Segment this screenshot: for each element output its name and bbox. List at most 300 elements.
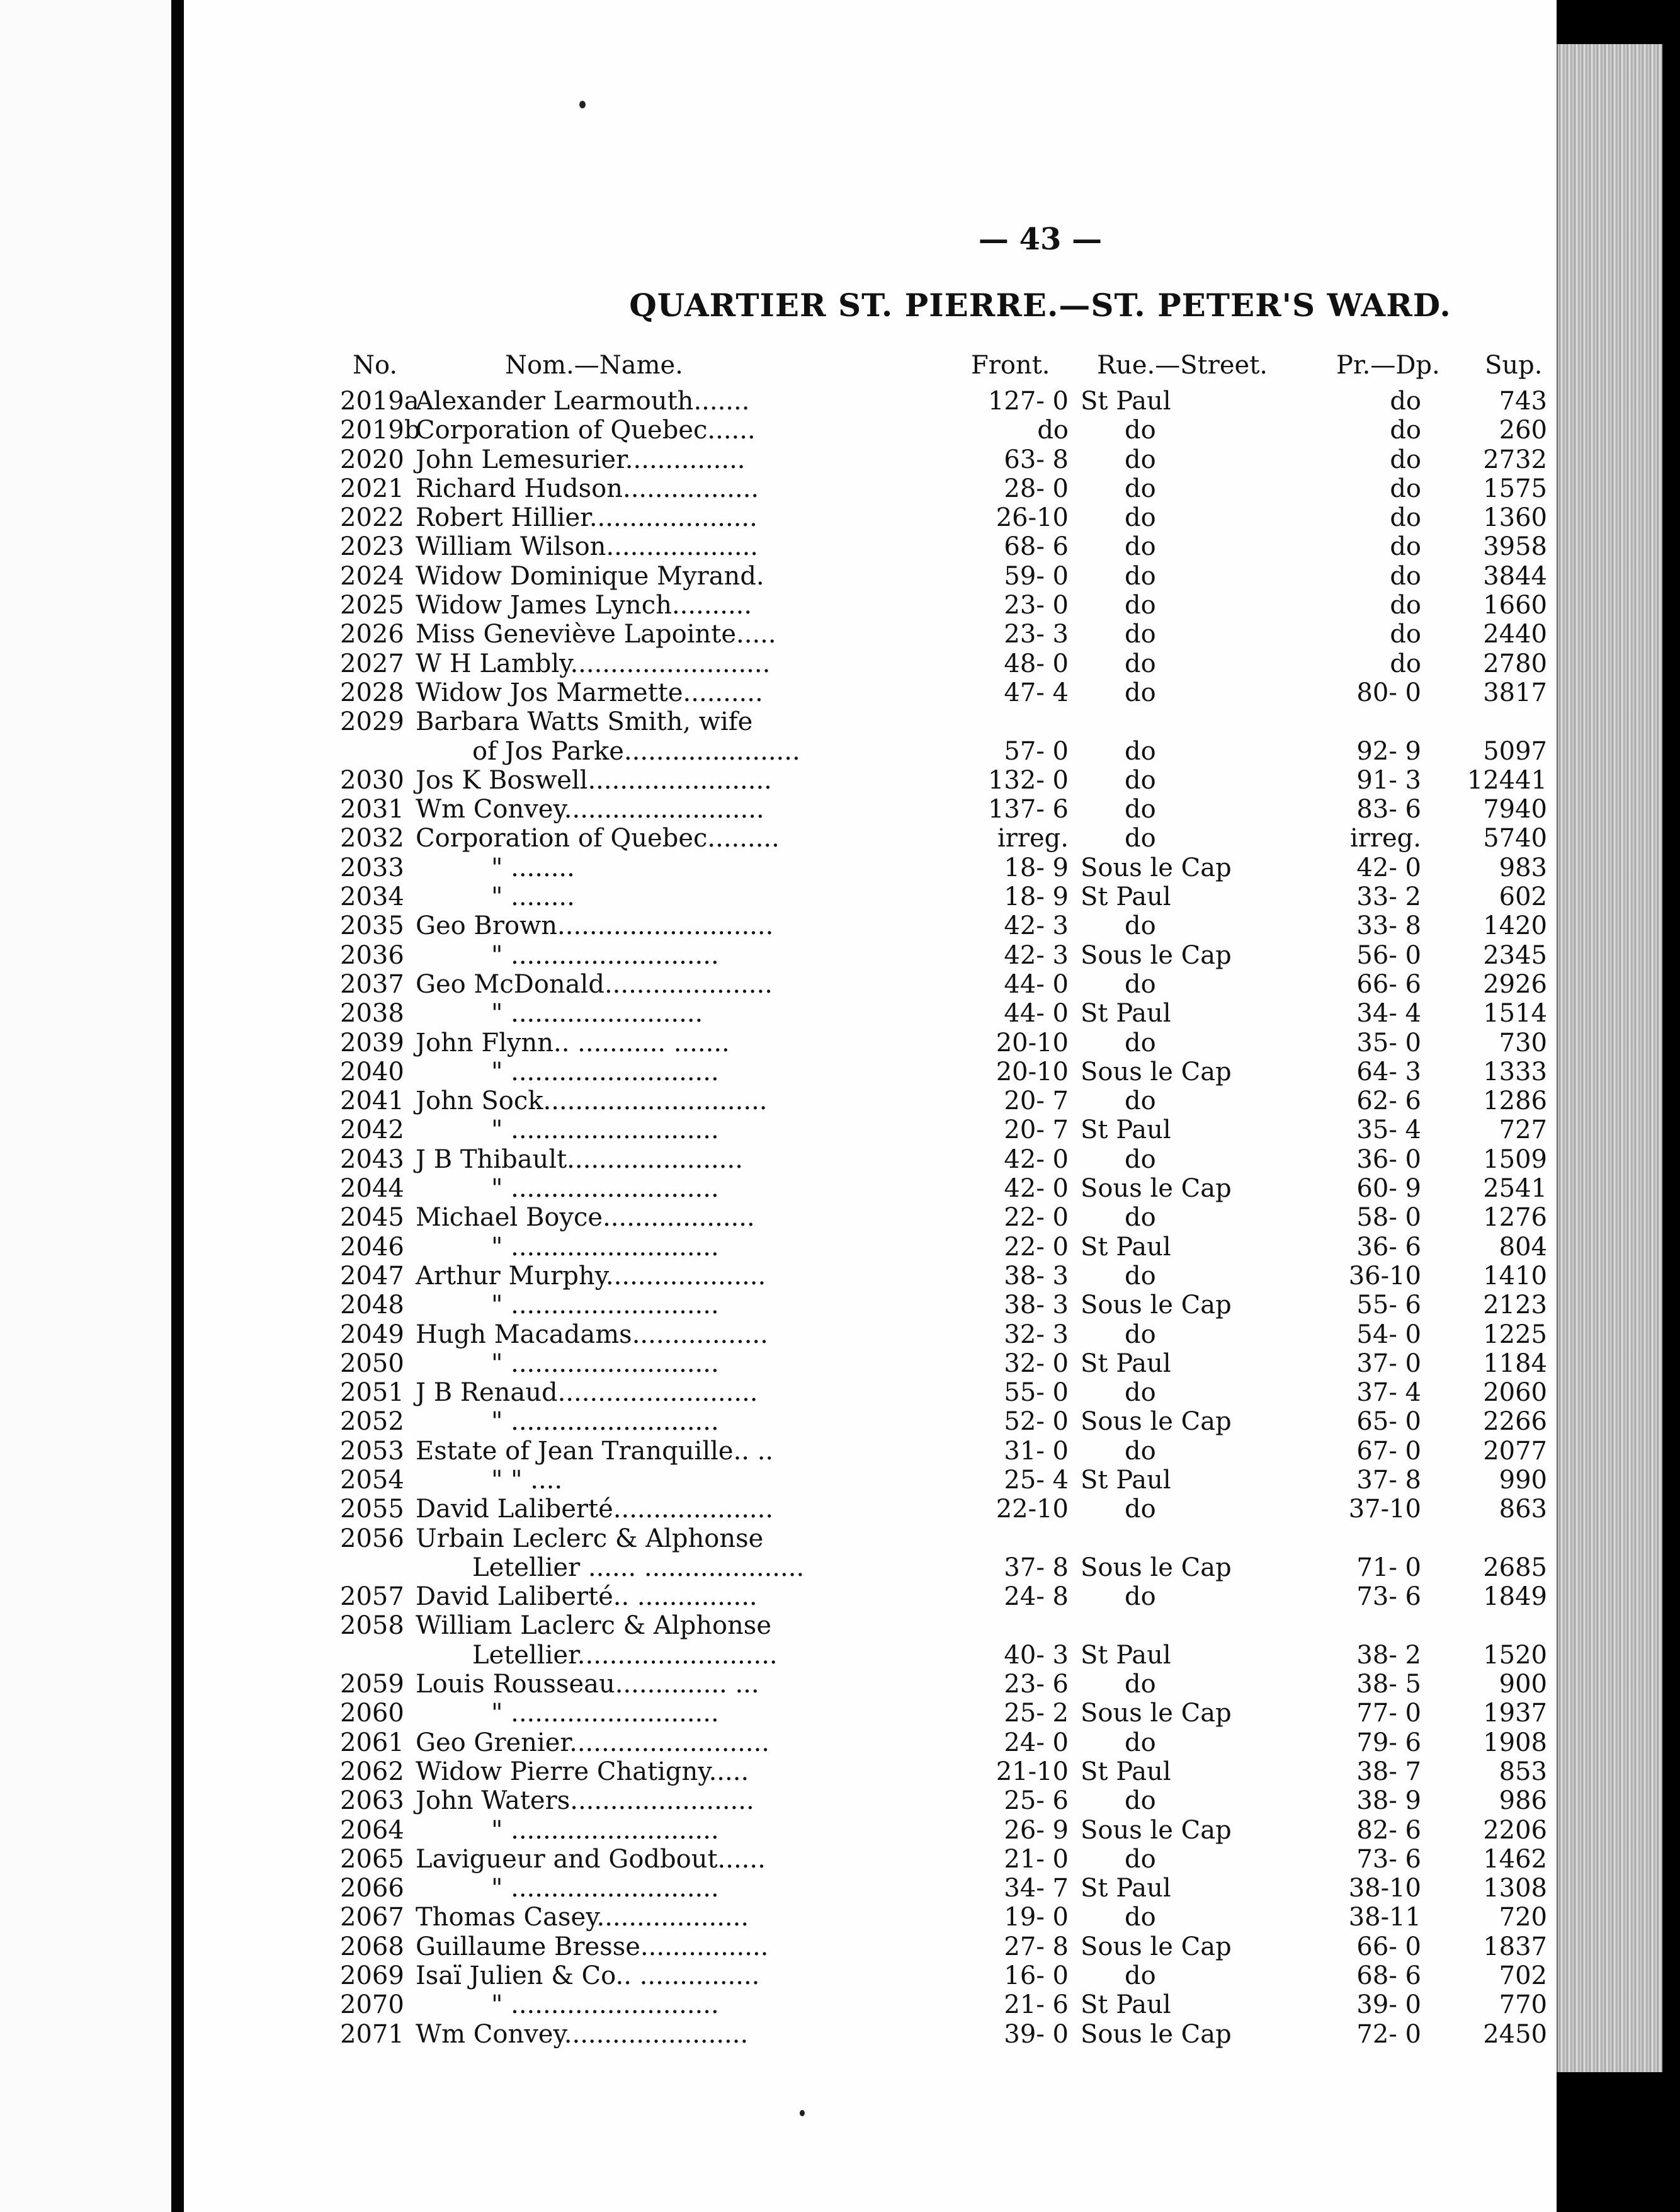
cell-sup: 1660 [1483, 591, 1547, 620]
cell-sup: 1837 [1483, 1932, 1547, 1961]
cell-street: do [1125, 765, 1156, 795]
table-row [184, 1611, 1557, 1640]
cell-street: St Paul [1081, 882, 1171, 912]
cell-no: 2035 [340, 911, 404, 941]
cell-prdp: 82- 6 [1356, 1815, 1421, 1845]
cell-no: 2045 [340, 1203, 404, 1233]
cell-street: Sous le Cap [1081, 1057, 1232, 1086]
cell-front: 23- 0 [1004, 591, 1069, 620]
cell-sup: 2926 [1483, 969, 1547, 999]
cell-street: Sous le Cap [1081, 1815, 1232, 1845]
cell-name: " .......................... [491, 940, 719, 970]
table-row [184, 766, 1557, 795]
cell-name: David Laliberté.................... [416, 1495, 774, 1524]
cell-front: 44- 0 [1004, 969, 1069, 999]
cell-front: 32- 3 [1004, 1320, 1069, 1349]
cell-no: 2057 [340, 1582, 404, 1612]
table-row [184, 737, 1557, 766]
cell-prdp: do [1390, 620, 1421, 649]
cell-prdp: 38- 5 [1356, 1670, 1421, 1699]
cell-street: Sous le Cap [1081, 1174, 1232, 1204]
cell-street: St Paul [1081, 387, 1171, 416]
table-row [184, 1932, 1557, 1961]
cell-prdp: 35- 4 [1356, 1115, 1421, 1145]
cell-sup: 1286 [1483, 1086, 1547, 1116]
cell-no: 2066 [340, 1874, 404, 1903]
cell-sup: 2732 [1483, 445, 1547, 474]
cell-sup: 2123 [1483, 1291, 1547, 1320]
table-row [184, 1320, 1557, 1349]
cell-street: do [1125, 1378, 1156, 1408]
cell-name: Wm Convey....................... [416, 2019, 749, 2049]
cell-front: 57- 0 [1004, 736, 1069, 766]
table-row [184, 1029, 1557, 1058]
cell-prdp: 38- 2 [1356, 1640, 1421, 1670]
table-row [184, 532, 1557, 561]
cell-sup: 7940 [1483, 795, 1547, 824]
cell-front: 25- 2 [1004, 1699, 1069, 1728]
cell-front: 132- 0 [987, 765, 1069, 795]
header-front: Front. [971, 351, 1050, 380]
cell-street: do [1125, 416, 1156, 445]
cell-street: do [1125, 1582, 1156, 1612]
cell-prdp: 34- 4 [1356, 999, 1421, 1029]
table-row [184, 1086, 1557, 1115]
cell-prdp: 55- 6 [1356, 1291, 1421, 1320]
cell-prdp: 38- 7 [1356, 1757, 1421, 1786]
book-gutter [171, 0, 184, 2212]
cell-sup: 5097 [1483, 736, 1547, 766]
cell-prdp: do [1390, 532, 1421, 562]
cell-sup: 3817 [1483, 678, 1547, 707]
cell-prdp: do [1390, 561, 1421, 591]
cell-no: 2055 [340, 1495, 404, 1524]
cell-sup: 770 [1499, 1990, 1547, 2020]
cell-street: St Paul [1081, 1874, 1171, 1903]
cell-sup: 2077 [1483, 1436, 1547, 1466]
cell-no: 2068 [340, 1932, 404, 1961]
cell-no: 2046 [340, 1232, 404, 1262]
cell-no: 2026 [340, 620, 404, 649]
cell-name: Arthur Murphy.................... [416, 1261, 766, 1291]
page-title: QUARTIER ST. PIERRE.—ST. PETER'S WARD. [629, 287, 1451, 324]
cell-name: Barbara Watts Smith, wife [416, 707, 753, 737]
cell-prdp: do [1390, 503, 1421, 533]
table-row [184, 1903, 1557, 1932]
cell-front: 63- 8 [1004, 445, 1069, 474]
cell-street: do [1125, 591, 1156, 620]
cell-name: " ........ [491, 853, 575, 882]
cell-name: " ........................ [491, 999, 703, 1029]
cell-no: 2059 [340, 1670, 404, 1699]
cell-name: John Sock............................ [416, 1086, 768, 1116]
cell-street: do [1125, 1320, 1156, 1349]
table-row [184, 1407, 1557, 1436]
cell-name: Widow Dominique Myrand. [416, 561, 764, 591]
cell-no: 2052 [340, 1407, 404, 1437]
cell-street: do [1125, 911, 1156, 941]
cell-no: 2062 [340, 1757, 404, 1786]
cell-sup: 1908 [1483, 1728, 1547, 1757]
cell-prdp: 64- 3 [1356, 1057, 1421, 1086]
cell-name: Widow Pierre Chatigny..... [416, 1757, 749, 1786]
cell-no: 2061 [340, 1728, 404, 1757]
cell-front: 37- 8 [1004, 1553, 1069, 1582]
cell-name: Robert Hillier..................... [416, 503, 758, 533]
cell-no: 2047 [340, 1261, 404, 1291]
document-page [184, 0, 1557, 2212]
cell-street: do [1125, 649, 1156, 678]
cell-name: David Laliberté.. ............... [416, 1582, 758, 1612]
table-row [184, 1786, 1557, 1815]
cell-front: 31- 0 [1004, 1436, 1069, 1466]
table-row [184, 620, 1557, 649]
table-row [184, 1699, 1557, 1728]
cell-name: Alexander Learmouth....... [416, 387, 750, 416]
cell-front: 34- 7 [1004, 1874, 1069, 1903]
table-row [184, 1145, 1557, 1174]
cell-no: 2054 [340, 1465, 404, 1495]
table-row [184, 1233, 1557, 1262]
cell-sup: 900 [1499, 1670, 1547, 1699]
cell-name: " .......................... [491, 1407, 719, 1437]
table-row [184, 445, 1557, 474]
cell-front: 28- 0 [1004, 474, 1069, 503]
cell-front: 38- 3 [1004, 1291, 1069, 1320]
cell-prdp: irreg. [1349, 824, 1421, 853]
cell-sup: 1225 [1483, 1320, 1547, 1349]
cell-name: Michael Boyce................... [416, 1203, 755, 1233]
cell-front: 39- 0 [1004, 2019, 1069, 2049]
cell-no: 2023 [340, 532, 404, 562]
cell-no: 2034 [340, 882, 404, 912]
table-row [184, 503, 1557, 532]
cell-sup: 986 [1499, 1786, 1547, 1816]
header-no: No. [353, 351, 398, 380]
cell-sup: 12441 [1467, 765, 1547, 795]
cell-front: 21-10 [996, 1757, 1069, 1786]
cell-name: of Jos Parke...................... [472, 736, 800, 766]
cell-sup: 2685 [1483, 1553, 1547, 1582]
cell-no: 2070 [340, 1990, 404, 2020]
cell-sup: 602 [1499, 882, 1547, 912]
cell-street: do [1125, 969, 1156, 999]
cell-prdp: 60- 9 [1356, 1174, 1421, 1204]
cell-sup: 1509 [1483, 1144, 1547, 1174]
cell-prdp: do [1390, 387, 1421, 416]
cell-street: do [1125, 561, 1156, 591]
cell-front: 20- 7 [1004, 1086, 1069, 1116]
cell-street: do [1125, 1144, 1156, 1174]
cell-sup: 1276 [1483, 1203, 1547, 1233]
cell-prdp: 77- 0 [1356, 1699, 1421, 1728]
cell-front: 27- 8 [1004, 1932, 1069, 1961]
cell-prdp: 91- 3 [1356, 765, 1421, 795]
cell-front: 127- 0 [987, 387, 1069, 416]
previous-page-edge [0, 0, 171, 2212]
cell-name: Urbain Leclerc & Alphonse [416, 1524, 764, 1553]
table-row [184, 678, 1557, 707]
print-speck [800, 2110, 805, 2116]
cell-street: St Paul [1081, 1465, 1171, 1495]
cell-name: " " .... [491, 1465, 563, 1495]
print-speck [579, 101, 586, 108]
table-row [184, 795, 1557, 824]
cell-sup: 983 [1499, 853, 1547, 882]
table-row [184, 1203, 1557, 1232]
table-row [184, 1757, 1557, 1786]
cell-street: St Paul [1081, 1757, 1171, 1786]
cell-street: Sous le Cap [1081, 940, 1232, 970]
header-prdp: Pr.—Dp. [1336, 351, 1440, 380]
cell-front: 42- 3 [1004, 911, 1069, 941]
cell-street: do [1125, 474, 1156, 503]
cell-front: 22- 0 [1004, 1203, 1069, 1233]
cell-prdp: 38-11 [1348, 1903, 1421, 1932]
cell-front: 44- 0 [1004, 999, 1069, 1029]
cell-street: do [1125, 1961, 1156, 1991]
header-street: Rue.—Street. [1097, 351, 1268, 380]
cell-street: do [1125, 1903, 1156, 1932]
cell-prdp: 65- 0 [1356, 1407, 1421, 1437]
cell-sup: 863 [1499, 1495, 1547, 1524]
cell-prdp: 36- 0 [1356, 1144, 1421, 1174]
cell-sup: 260 [1499, 416, 1547, 445]
table-row [184, 1728, 1557, 1757]
cell-prdp: 42- 0 [1356, 853, 1421, 882]
cell-prdp: 33- 8 [1356, 911, 1421, 941]
table-row [184, 707, 1557, 736]
cell-no: 2019b [340, 416, 421, 445]
cell-no: 2029 [340, 707, 404, 737]
table-row [184, 853, 1557, 882]
cell-name: " .......................... [491, 1699, 719, 1728]
cell-sup: 2541 [1483, 1174, 1547, 1204]
table-row [184, 1349, 1557, 1378]
cell-name: Widow James Lynch.......... [416, 591, 752, 620]
cell-street: Sous le Cap [1081, 1291, 1232, 1320]
cell-street: Sous le Cap [1081, 1699, 1232, 1728]
cell-sup: 853 [1499, 1757, 1547, 1786]
table-row [184, 1845, 1557, 1874]
cell-sup: 3844 [1483, 561, 1547, 591]
cell-street: do [1125, 503, 1156, 533]
cell-name: William Wilson................... [416, 532, 759, 562]
cell-front: irreg. [997, 824, 1069, 853]
cell-sup: 743 [1499, 387, 1547, 416]
cell-name: Geo McDonald..................... [416, 969, 773, 999]
cell-no: 2028 [340, 678, 404, 707]
cell-street: do [1125, 1786, 1156, 1816]
cell-no: 2069 [340, 1961, 404, 1991]
cell-front: 25- 6 [1004, 1786, 1069, 1816]
cell-no: 2030 [340, 765, 404, 795]
cell-street: St Paul [1081, 999, 1171, 1029]
table-row [184, 824, 1557, 853]
cell-no: 2063 [340, 1786, 404, 1816]
table-row [184, 1582, 1557, 1611]
cell-sup: 1937 [1483, 1699, 1547, 1728]
cell-no: 2060 [340, 1699, 404, 1728]
cell-name: " .......................... [491, 1232, 719, 1262]
cell-name: Richard Hudson................. [416, 474, 759, 503]
cell-name: " .......................... [491, 1990, 719, 2020]
cell-prdp: do [1390, 416, 1421, 445]
cell-sup: 727 [1499, 1115, 1547, 1145]
cell-front: 22-10 [996, 1495, 1069, 1524]
table-row [184, 387, 1557, 416]
cell-prdp: do [1390, 649, 1421, 678]
cell-no: 2056 [340, 1524, 404, 1553]
cell-street: St Paul [1081, 1348, 1171, 1378]
cell-name: Lavigueur and Godbout...... [416, 1844, 766, 1874]
cell-sup: 1308 [1483, 1874, 1547, 1903]
cell-front: 18- 9 [1004, 882, 1069, 912]
cell-front: 25- 4 [1004, 1465, 1069, 1495]
cell-front: 23- 6 [1004, 1670, 1069, 1699]
cell-name: Corporation of Quebec...... [416, 416, 756, 445]
table-row [184, 1874, 1557, 1903]
cell-no: 2041 [340, 1086, 404, 1116]
cell-prdp: 71- 0 [1356, 1553, 1421, 1582]
cell-sup: 1410 [1483, 1261, 1547, 1291]
cell-street: do [1125, 795, 1156, 824]
cell-sup: 730 [1499, 1028, 1547, 1058]
cell-prdp: 68- 6 [1356, 1961, 1421, 1991]
cell-prdp: 38-10 [1348, 1874, 1421, 1903]
table-row [184, 474, 1557, 503]
table-header [184, 351, 1557, 382]
cell-front: 16- 0 [1004, 1961, 1069, 1991]
cell-sup: 1462 [1483, 1844, 1547, 1874]
cell-front: 47- 4 [1004, 678, 1069, 707]
cell-prdp: 80- 0 [1356, 678, 1421, 707]
cell-street: St Paul [1081, 1640, 1171, 1670]
cell-name: J B Thibault...................... [416, 1144, 743, 1174]
cell-name: Widow Jos Marmette.......... [416, 678, 763, 707]
cell-no: 2027 [340, 649, 404, 678]
cell-name: Geo Grenier......................... [416, 1728, 769, 1757]
cell-front: 52- 0 [1004, 1407, 1069, 1437]
cell-prdp: 37- 4 [1356, 1378, 1421, 1408]
page-stack-edges [1557, 44, 1662, 2072]
cell-sup: 1420 [1483, 911, 1547, 941]
cell-prdp: 37- 0 [1356, 1348, 1421, 1378]
cell-sup: 1333 [1483, 1057, 1547, 1086]
cell-front: 23- 3 [1004, 620, 1069, 649]
table-row [184, 882, 1557, 911]
cell-front: 26- 9 [1004, 1815, 1069, 1845]
cell-name: J B Renaud......................... [416, 1378, 758, 1408]
cell-front: 24- 8 [1004, 1582, 1069, 1612]
cell-sup: 1575 [1483, 474, 1547, 503]
cell-sup: 1184 [1483, 1348, 1547, 1378]
cell-sup: 1360 [1483, 503, 1547, 533]
cell-no: 2053 [340, 1436, 404, 1466]
page-number: — 43 — [978, 222, 1103, 257]
cell-prdp: 54- 0 [1356, 1320, 1421, 1349]
cell-street: do [1125, 532, 1156, 562]
cell-sup: 1514 [1483, 999, 1547, 1029]
cell-no: 2037 [340, 969, 404, 999]
cell-name: Letellier ...... .................... [472, 1553, 805, 1582]
cell-name: Thomas Casey................... [416, 1903, 749, 1932]
cell-name: Geo Brown........................... [416, 911, 774, 941]
cell-name: " .......................... [491, 1815, 719, 1845]
table-row [184, 1553, 1557, 1582]
cell-prdp: 36-10 [1348, 1261, 1421, 1291]
cell-no: 2040 [340, 1057, 404, 1086]
cell-street: do [1125, 1436, 1156, 1466]
table-row [184, 1466, 1557, 1495]
cell-no: 2058 [340, 1611, 404, 1641]
cell-no: 2036 [340, 940, 404, 970]
cell-prdp: 33- 2 [1356, 882, 1421, 912]
cell-prdp: 67- 0 [1356, 1436, 1421, 1466]
cell-prdp: 66- 0 [1356, 1932, 1421, 1961]
cell-prdp: 62- 6 [1356, 1086, 1421, 1116]
header-name: Nom.—Name. [505, 351, 683, 380]
cell-front: 38- 3 [1004, 1261, 1069, 1291]
cell-no: 2038 [340, 999, 404, 1029]
cell-name: " .......................... [491, 1348, 719, 1378]
cell-no: 2031 [340, 795, 404, 824]
cell-prdp: do [1390, 591, 1421, 620]
cell-front: 48- 0 [1004, 649, 1069, 678]
cell-front: 32- 0 [1004, 1348, 1069, 1378]
cell-name: W H Lambly......................... [416, 649, 771, 678]
cell-no: 2021 [340, 474, 404, 503]
property-table [184, 387, 1557, 2049]
cell-sup: 5740 [1483, 824, 1547, 853]
table-row [184, 1115, 1557, 1144]
cell-name: " ........ [491, 882, 575, 912]
cell-prdp: 58- 0 [1356, 1203, 1421, 1233]
cell-front: 20-10 [996, 1028, 1069, 1058]
cell-front: 18- 9 [1004, 853, 1069, 882]
cell-front: 40- 3 [1004, 1640, 1069, 1670]
cell-prdp: 39- 0 [1356, 1990, 1421, 2020]
table-row [184, 999, 1557, 1028]
cell-sup: 2060 [1483, 1378, 1547, 1408]
cell-street: Sous le Cap [1081, 2019, 1232, 2049]
table-row [184, 1174, 1557, 1203]
cell-street: Sous le Cap [1081, 1407, 1232, 1437]
cell-street: do [1125, 678, 1156, 707]
table-row [184, 1437, 1557, 1466]
cell-name: William Laclerc & Alphonse [416, 1611, 771, 1641]
cell-sup: 1849 [1483, 1582, 1547, 1612]
cell-name: John Lemesurier............... [416, 445, 746, 474]
cell-prdp: 92- 9 [1356, 736, 1421, 766]
cell-street: St Paul [1081, 1115, 1171, 1145]
cell-front: 59- 0 [1004, 561, 1069, 591]
cell-no: 2039 [340, 1028, 404, 1058]
cell-street: do [1125, 1728, 1156, 1757]
cell-name: " .......................... [491, 1115, 719, 1145]
cell-name: Letellier......................... [472, 1640, 778, 1670]
cell-no: 2048 [340, 1291, 404, 1320]
cell-prdp: 72- 0 [1356, 2019, 1421, 2049]
cell-street: do [1125, 1670, 1156, 1699]
cell-prdp: 83- 6 [1356, 795, 1421, 824]
cell-sup: 2450 [1483, 2019, 1547, 2049]
cell-no: 2022 [340, 503, 404, 533]
cell-name: Louis Rousseau.............. ... [416, 1670, 759, 1699]
cell-street: do [1125, 1495, 1156, 1524]
cell-front: 20- 7 [1004, 1115, 1069, 1145]
cell-sup: 702 [1499, 1961, 1547, 1991]
